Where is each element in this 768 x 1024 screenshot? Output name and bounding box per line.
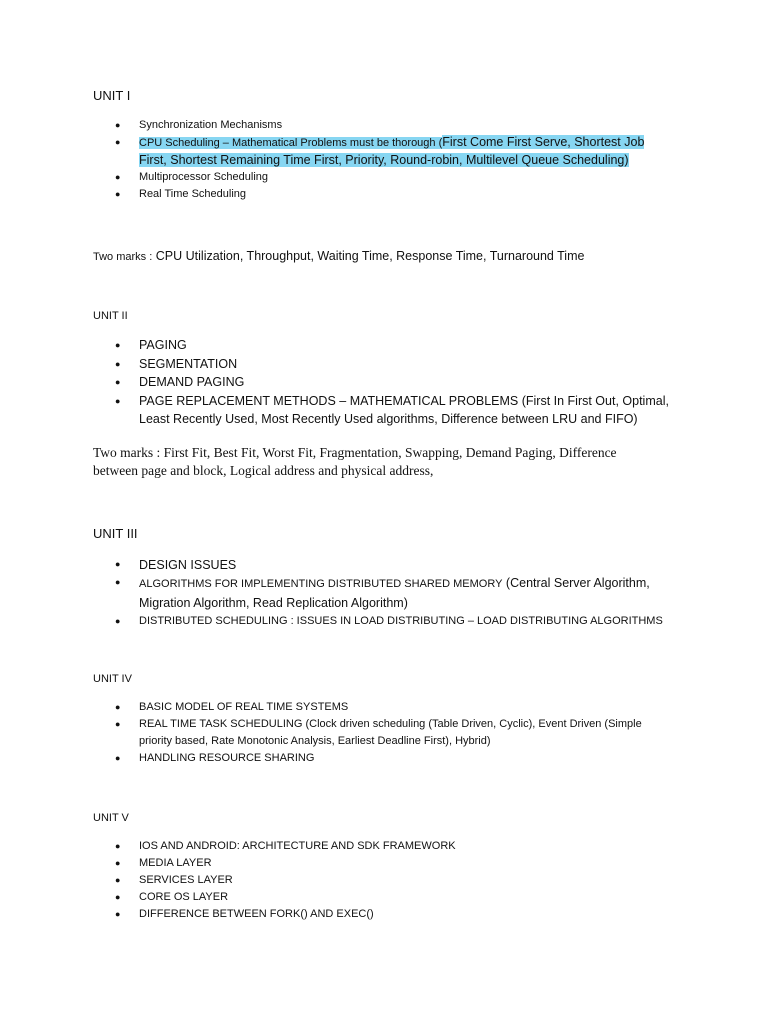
list-item: ● SERVICES LAYER [93, 872, 673, 889]
unit-3-list [93, 556, 673, 630]
list-item: ● Real Time Scheduling [93, 186, 673, 203]
list-item: ● SEGMENTATION [93, 355, 673, 374]
unit-4-heading: UNIT IV [93, 673, 132, 685]
list-item: ● BASIC MODEL OF REAL TIME SYSTEMS [93, 699, 673, 716]
list-item: ● DIFFERENCE BETWEEN FORK() AND EXEC() [93, 906, 673, 923]
unit-1-heading: UNIT I [93, 88, 131, 103]
list-item [93, 134, 673, 169]
two-marks-text: CPU Utilization, Throughput, Waiting Time, Response Time, Turnaround Time [155, 249, 585, 263]
highlighted-text: CPU Scheduling – Mathematical Problems must be thorough ( [139, 137, 443, 149]
list-item: ● DESIGN ISSUES [93, 556, 673, 574]
list-item: ● PAGE REPLACEMENT METHODS – MATHEMATICAL PROBLEMS (First In First Out, Optimal, Least Recently Used, Most Recently Used algorithms, Difference between LRU and FIFO) [93, 392, 673, 429]
unit-2-heading: UNIT II [93, 310, 128, 322]
list-item: ● CORE OS LAYER [93, 889, 673, 906]
list-item: ● MEDIA LAYER [93, 855, 673, 872]
list-item: ● DISTRIBUTED SCHEDULING : ISSUES IN LOAD DISTRIBUTING – LOAD DISTRIBUTING ALGORITHMS [93, 613, 673, 630]
list-item: ● Synchronization Mechanisms [93, 117, 673, 134]
two-marks-label: Two marks : [93, 251, 153, 263]
list-item: ● IOS AND ANDROID: ARCHITECTURE AND SDK FRAMEWORK [93, 838, 673, 855]
list-item: ● Multiprocessor Scheduling [93, 169, 673, 186]
list-item: ● REAL TIME TASK SCHEDULING (Clock driven scheduling (Table Driven, Cyclic), Event Driven (Simple priority based, Rate Monotonic Analysis, Earliest Deadline First), Hybrid) [93, 716, 673, 750]
list-item-text: ALGORITHMS FOR IMPLEMENTING DISTRIBUTED SHARED MEMORY [139, 578, 503, 590]
unit-3-heading: UNIT III [93, 526, 138, 541]
list-item-text: (Central Server Algorithm, Migration Algorithm, Read Replication Algorithm) [139, 576, 650, 610]
list-item: ● HANDLING RESOURCE SHARING [93, 750, 673, 767]
unit-5-list [93, 838, 673, 923]
highlighted-text: First Come First Serve, Shortest Job First, Shortest Remaining Time First, Priority, Round-robin, Multilevel Queue Scheduling) [139, 135, 645, 167]
list-item: ● PAGING [93, 336, 673, 355]
unit-2-two-marks: Two marks : First Fit, Best Fit, Worst Fit, Fragmentation, Swapping, Demand Paging, Difference between page and block, Logical address and physical address, [93, 445, 617, 478]
unit-1-list [93, 117, 673, 203]
unit-5-heading: UNIT V [93, 812, 129, 824]
unit-2-list [93, 336, 673, 429]
unit-1-two-marks [93, 248, 673, 265]
unit-4-list [93, 699, 673, 767]
list-item: ● DEMAND PAGING [93, 373, 673, 392]
list-item [93, 574, 673, 613]
